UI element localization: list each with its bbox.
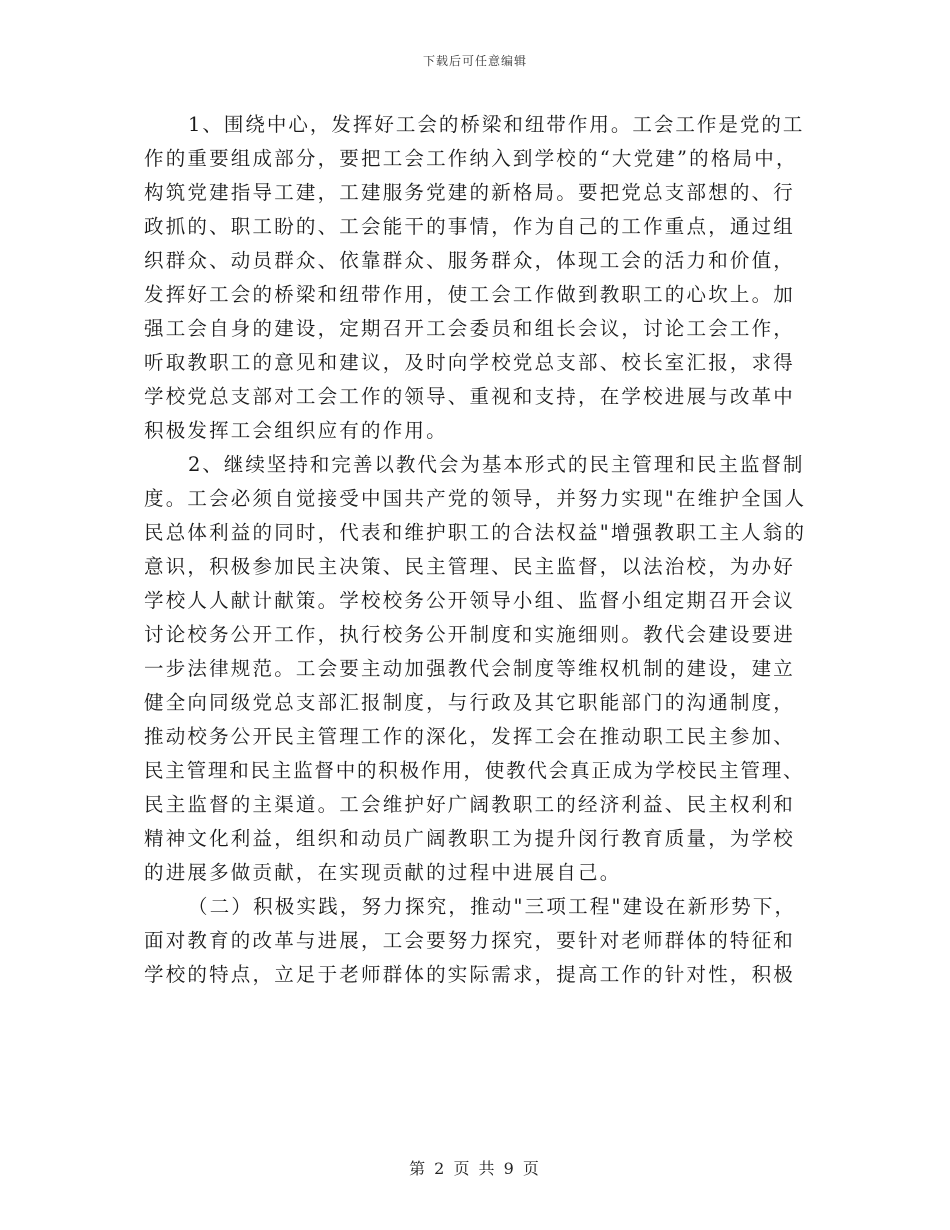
- text-line: 民总体利益的同时，代表和维护职工的合法权益"增强教职工主人翁的: [144, 521, 806, 544]
- page-header-note: 下载后可任意编辑: [422, 54, 527, 68]
- text-line: 学校党总支部对工会工作的领导、重视和支持，在学校进展与改革中: [144, 385, 796, 408]
- text-line: 听取教职工的意见和建议，及时向学校党总支部、校长室汇报，求得: [144, 351, 796, 374]
- text-line: 政抓的、职工盼的、工会能干的事情，作为自己的工作重点，通过组: [144, 215, 796, 238]
- text-line: 一步法律规范。工会要主动加强教代会制度等维权机制的建设，建立: [144, 657, 796, 680]
- page-number: 第 2 页 共 9 页: [409, 1159, 541, 1178]
- text-line: 织群众、动员群众、依靠群众、服务群众，体现工会的活力和价值，: [144, 249, 796, 272]
- text-line: 构筑党建指导工建，工建服务党建的新格局。要把党总支部想的、行: [144, 181, 796, 204]
- text-line: 2、继续坚持和完善以教代会为基本形式的民主管理和民主监督制: [188, 453, 805, 476]
- text-line: 学校的特点，立足于老师群体的实际需求，提高工作的针对性，积极: [144, 963, 796, 986]
- text-line: 民主管理和民主监督中的积极作用，使教代会真正成为学校民主管理、: [144, 759, 805, 782]
- text-line: 积极发挥工会组织应有的作用。: [144, 419, 448, 442]
- text-line: 民主监督的主渠道。工会维护好广阔教职工的经济利益、民主权利和: [144, 793, 796, 816]
- text-line: （二）积极实践，努力探究，推动"三项工程"建设在新形势下，: [188, 895, 797, 918]
- text-line: 强工会自身的建设，定期召开工会委员和组长会议，讨论工会工作，: [144, 317, 796, 340]
- text-line: 推动校务公开民主管理工作的深化，发挥工会在推动职工民主参加、: [144, 725, 796, 748]
- text-line: 作的重要组成部分，要把工会工作纳入到学校的“大党建”的格局中，: [144, 147, 798, 170]
- text-line: 度。工会必须自觉接受中国共产党的领导，并努力实现"在维护全国人: [144, 487, 806, 510]
- text-line: 精神文化利益，组织和动员广阔教职工为提升闵行教育质量，为学校: [144, 827, 796, 850]
- text-line: 意识，积极参加民主决策、民主管理、民主监督，以法治校，为办好: [144, 555, 796, 578]
- text-line: 1、围绕中心，发挥好工会的桥梁和纽带作用。工会工作是党的工: [188, 113, 805, 136]
- text-line: 面对教育的改革与进展，工会要努力探究，要针对老师群体的特征和: [144, 929, 796, 952]
- text-line: 讨论校务公开工作，执行校务公开制度和实施细则。教代会建设要进: [144, 623, 796, 646]
- text-line: 的进展多做贡献，在实现贡献的过程中进展自己。: [144, 861, 622, 884]
- text-line: 学校人人献计献策。学校校务公开领导小组、监督小组定期召开会议: [144, 589, 796, 612]
- text-line: 发挥好工会的桥梁和纽带作用，使工会工作做到教职工的心坎上。加: [144, 283, 796, 306]
- document-body: [144, 108, 806, 992]
- text-line: 健全向同级党总支部汇报制度，与行政及其它职能部门的沟通制度，: [144, 691, 796, 714]
